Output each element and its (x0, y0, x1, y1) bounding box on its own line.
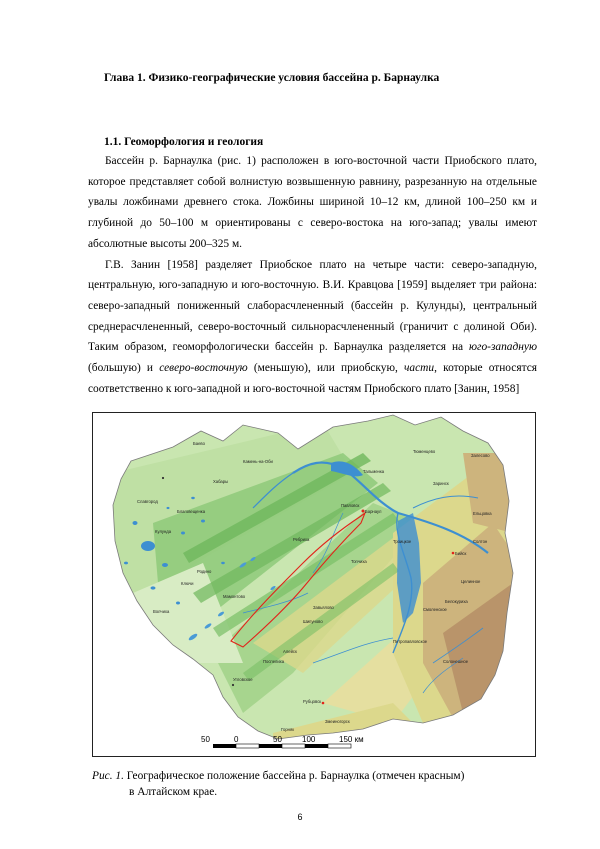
scale-label-1: 0 (234, 735, 239, 744)
map-label-30: Тюменцево (413, 449, 436, 454)
map-label-16: Ребриха (293, 537, 310, 542)
map-label-13: Волчиха (153, 609, 170, 614)
map-label-19: Шипуново (303, 619, 323, 624)
map-label-10: Белокуриха (445, 599, 468, 604)
map-label-24: Смоленское (423, 607, 447, 612)
map-label-8: Алейск (283, 649, 297, 654)
map-label-33: Благовещенка (177, 509, 206, 514)
scale-segment (328, 744, 351, 748)
paragraph-1: Бассейн р. Барнаулка (рис. 1) расположен в юго-восточной части Приобского плато, которое представляет собой волнистую возвышенную равнину, разрезанную на отдельные увалы ложбинами древнего стока. Ложбины шириной 10–12 км, длиной 100–250 км и глубиной до 50–100 м ориентированы с северо-востока на юго-запад; увалы имеют абсолютные высоты 200–325 м. (88, 155, 537, 250)
map-label-15: Тальменка (363, 469, 385, 474)
map-label-1: Барнаул (365, 509, 382, 514)
scale-label-2: 50 (273, 735, 282, 744)
caption-line-2: в Алтайском крае. (129, 786, 218, 798)
map-label-6: Кулунда (155, 529, 172, 534)
body-text (88, 151, 537, 399)
caption-label: Рис. 1. (92, 770, 124, 782)
paragraph-2 (88, 255, 537, 400)
section-title: 1.1. Геоморфология и геология (104, 136, 264, 148)
paragraph-2-text-c: (меньшую), или приобскую, (247, 362, 404, 375)
map-label-18: Топчиха (351, 559, 367, 564)
scale-segment (236, 744, 259, 748)
map-label-9: Змеиногорск (325, 719, 350, 724)
scale-segment (213, 744, 236, 748)
map-label-22: Солонешное (443, 659, 469, 664)
map-label-31: Баево (193, 441, 205, 446)
map-label-11: Горняк (281, 727, 295, 732)
paragraph-2-text-b: (большую) и (88, 362, 160, 375)
map-label-27: Солтон (473, 539, 488, 544)
map-label-29: Целинное (461, 579, 481, 584)
map-label-32: Хабары (213, 479, 229, 484)
map-label-23: Петропавловское (393, 639, 428, 644)
paragraph-2-italic-1: юго-западную (469, 341, 537, 354)
page-number: 6 (297, 812, 303, 822)
figure-map (92, 412, 536, 757)
map-label-4: Камень-на-Оби (243, 459, 273, 464)
paragraph-2-italic-3: части (404, 362, 435, 375)
caption-text-1: Географическое положение бассейна р. Барнаулка (отмечен красным) (123, 770, 465, 782)
scale-label-0: 50 (201, 735, 210, 744)
scale-segment (305, 744, 328, 748)
scale-segment (259, 744, 282, 748)
chapter-title: Глава 1. Физико-географические условия бассейна р. Барнаулка (104, 72, 440, 84)
map-label-3: Заринск (433, 481, 449, 486)
map-label-12: Родино (197, 569, 212, 574)
map-label-0: Павловск (341, 503, 360, 508)
map-label-7: Рубцовск (303, 699, 322, 704)
map-label-21: Поспелиха (263, 659, 285, 664)
scale-label-3: 100 (302, 735, 316, 744)
map-label-5: Славгород (137, 499, 158, 504)
map-label-28: Троицкое (393, 539, 412, 544)
map-label-25: Залесово (471, 453, 490, 458)
map-label-17: Мамонтово (223, 594, 246, 599)
scale-label-4: 150 км (339, 735, 364, 744)
paragraph-2-text-a: Г.В. Занин [1958] разделяет Приобское плато на четыре части: северо-западную, центральную, юго-западную и юго-восточную. В.И. Кравцова [1959] выделяет три района: северо-западный пониженный слаборасчлененный (бассейн р. Кулунды), центральный среднерасчлененный, северо-восточный сильнорасчлененный (граничит с долиной Оби). Таким образом, геоморфологически бассейн р. Барнаулка разделяется на (88, 258, 537, 354)
map-label-2: Бийск (455, 551, 467, 556)
map-label-26: Ельцовка (473, 511, 492, 516)
figure-caption (92, 768, 464, 800)
map-label-34: Завьялово (313, 605, 334, 610)
map-label-20: Угловское (233, 677, 253, 682)
paragraph-2-text-d: , которые относятся соответственно к юго-западной и юго-восточной частям Приобского плато [Занин, 1958] (88, 362, 537, 395)
map-svg (93, 413, 535, 756)
caption-line-1 (92, 768, 464, 784)
map-label-14: Ключи (181, 581, 194, 586)
paragraph-2-italic-2: северо-восточную (159, 362, 248, 375)
scale-segment (282, 744, 305, 748)
